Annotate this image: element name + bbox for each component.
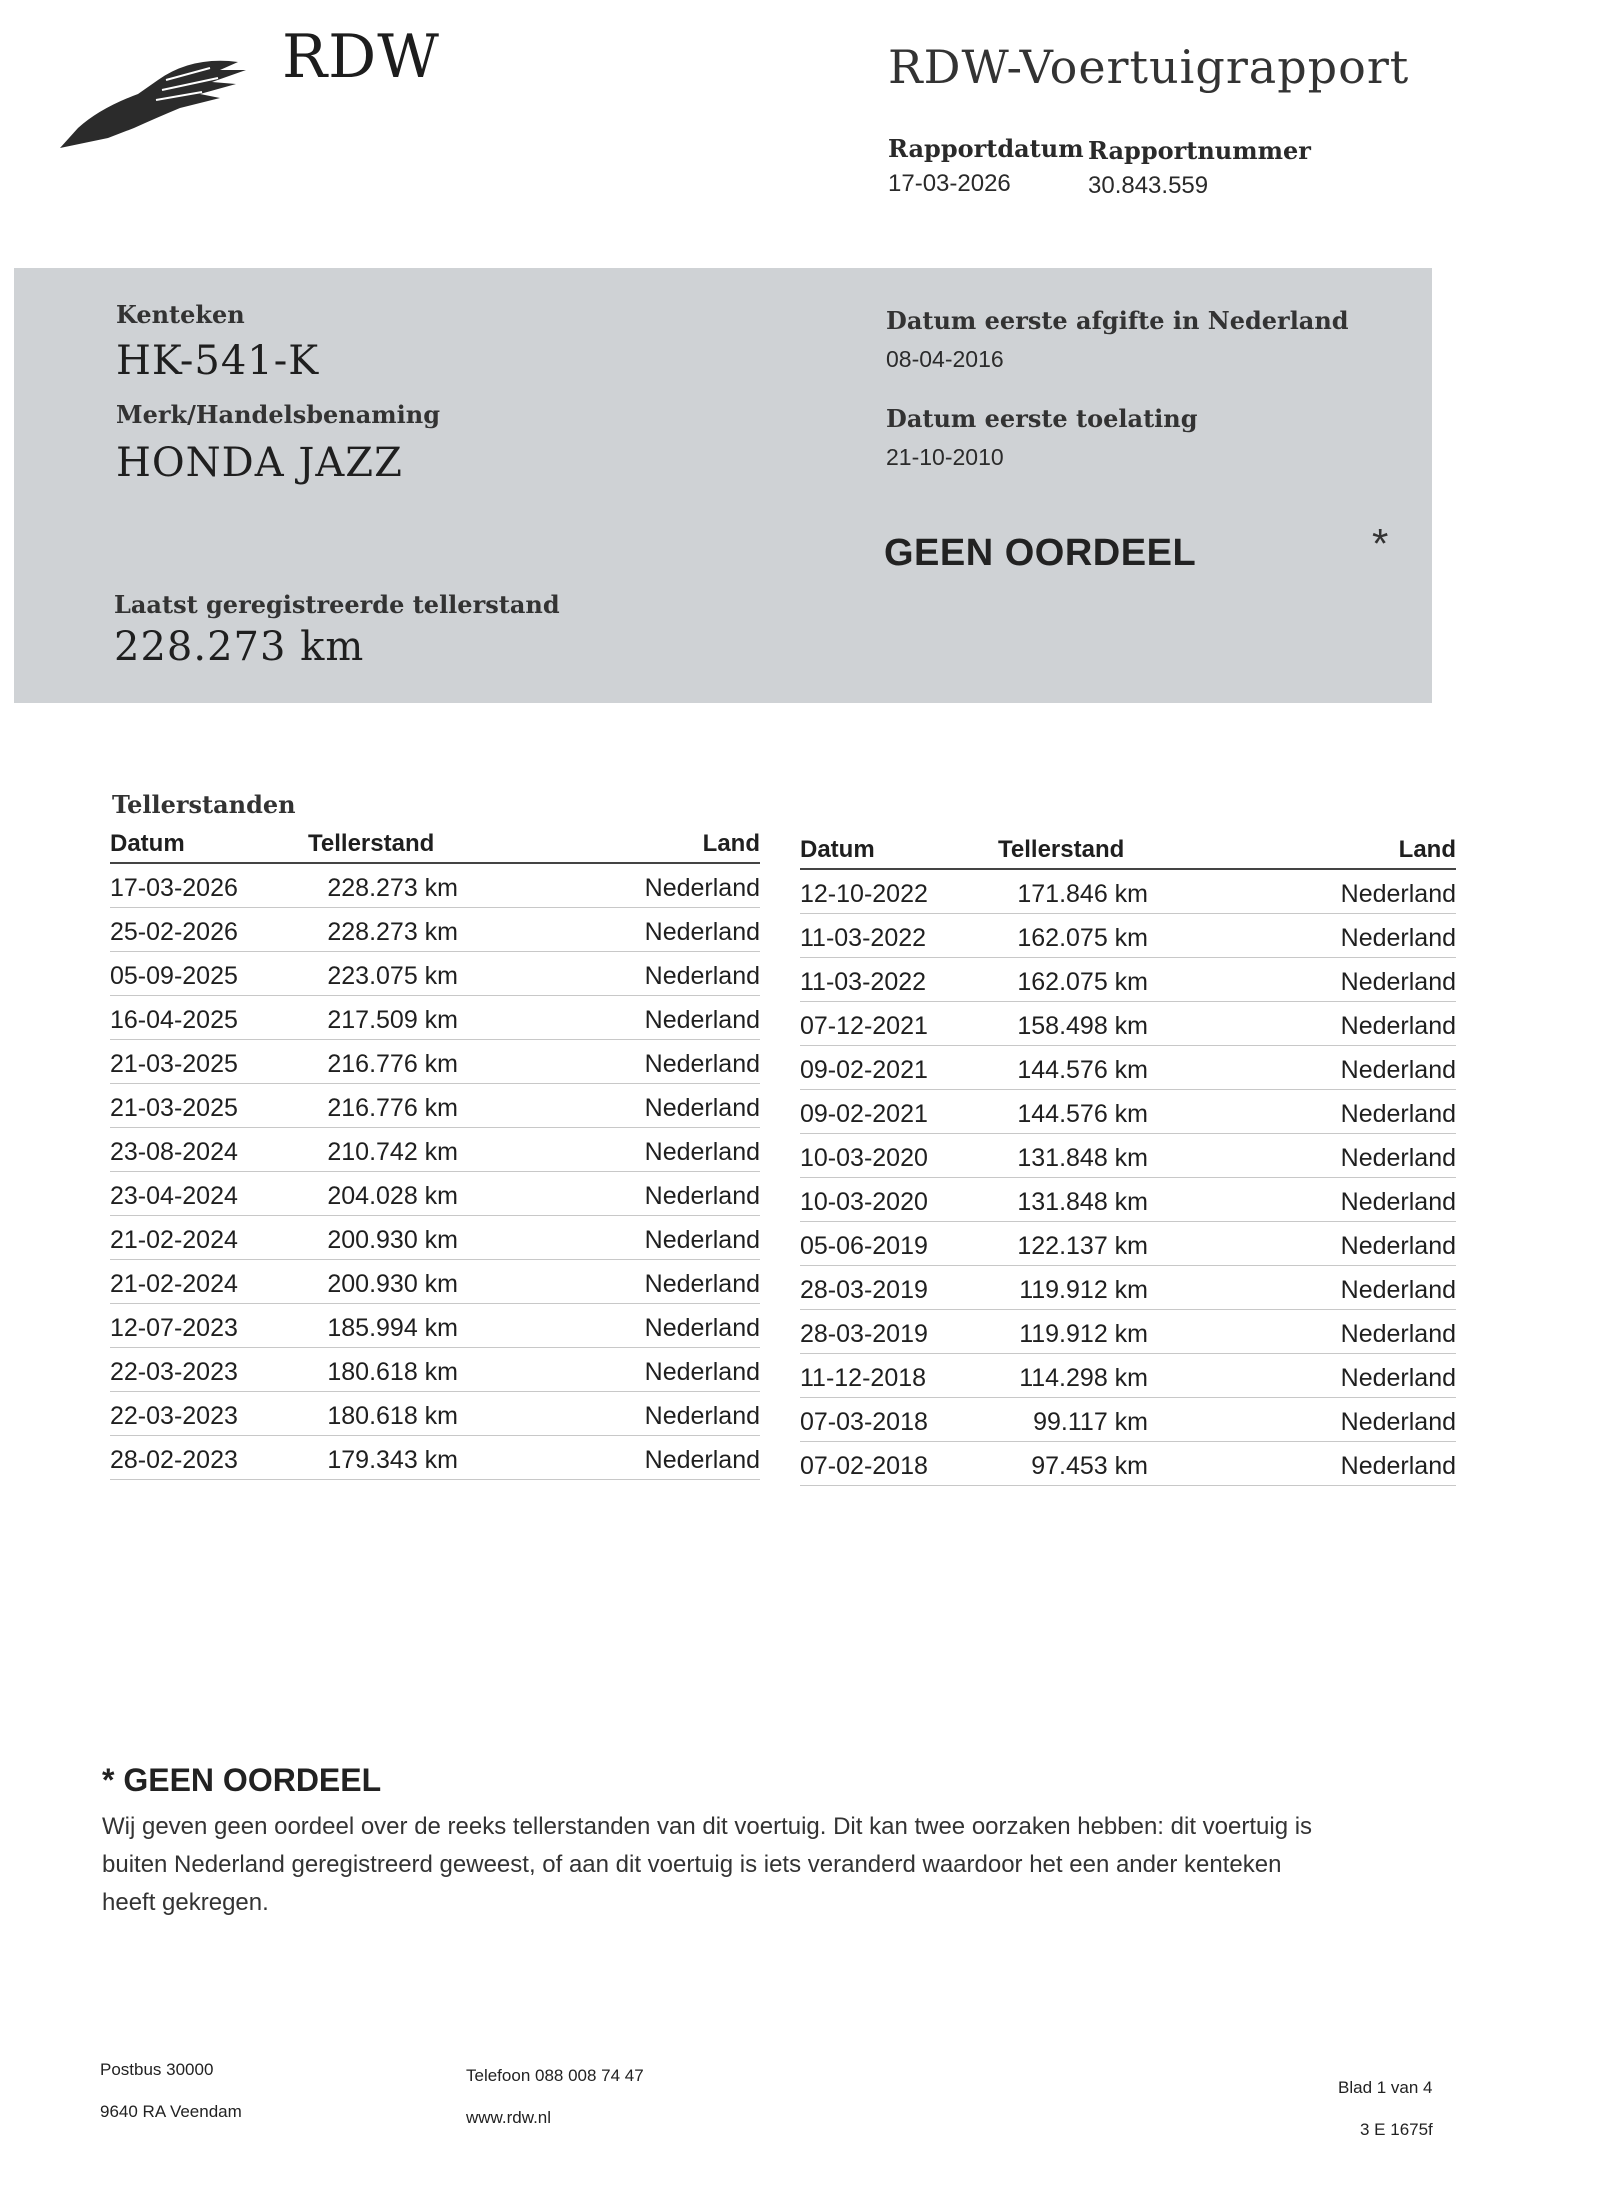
cell-reading: 180.618 km bbox=[327, 1358, 458, 1386]
cell-country: Nederland bbox=[644, 1006, 760, 1034]
cell-reading: 223.075 km bbox=[327, 962, 458, 990]
footer-postbus: Postbus 30000 bbox=[100, 2060, 214, 2079]
cell-date: 23-04-2024 bbox=[110, 1182, 238, 1210]
cell-reading: 97.453 km bbox=[1031, 1452, 1148, 1480]
cell-country: Nederland bbox=[1340, 1056, 1456, 1084]
cell-country: Nederland bbox=[1340, 968, 1456, 996]
cell-reading: 119.912 km bbox=[1019, 1276, 1148, 1304]
cell-reading: 185.994 km bbox=[327, 1314, 458, 1342]
page-title: RDW-Voertuigrapport bbox=[888, 40, 1410, 94]
note-text bbox=[102, 1808, 1402, 1922]
table-row bbox=[800, 1312, 1456, 1354]
table-row bbox=[110, 954, 760, 996]
odometer-table-left bbox=[110, 828, 760, 1480]
cell-reading: 217.509 km bbox=[327, 1006, 458, 1034]
cell-country: Nederland bbox=[1340, 1232, 1456, 1260]
table-row bbox=[110, 1306, 760, 1348]
table-row bbox=[800, 1180, 1456, 1222]
cell-country: Nederland bbox=[644, 1358, 760, 1386]
cell-reading: 131.848 km bbox=[1017, 1188, 1148, 1216]
table-row bbox=[800, 1136, 1456, 1178]
cell-reading: 144.576 km bbox=[1017, 1056, 1148, 1084]
cell-reading: 228.273 km bbox=[327, 874, 458, 902]
footer-page-number: Blad 1 van 4 bbox=[1338, 2078, 1433, 2097]
first-admission-label: Datum eerste toelating bbox=[886, 404, 1198, 433]
cell-reading: 162.075 km bbox=[1017, 968, 1148, 996]
cell-date: 07-12-2021 bbox=[800, 1012, 928, 1040]
table-row bbox=[110, 866, 760, 908]
report-date: 17-03-2026 bbox=[888, 170, 1011, 197]
cell-date: 11-03-2022 bbox=[800, 968, 927, 996]
cell-country: Nederland bbox=[1340, 880, 1456, 908]
cell-country: Nederland bbox=[1340, 924, 1456, 952]
cell-reading: 180.618 km bbox=[327, 1402, 458, 1430]
header-country: Land bbox=[702, 830, 760, 857]
table-row bbox=[110, 1042, 760, 1084]
table-row bbox=[110, 1086, 760, 1128]
table-row bbox=[800, 872, 1456, 914]
verdict-footnote-mark: * bbox=[1372, 520, 1389, 567]
cell-country: Nederland bbox=[1340, 1188, 1456, 1216]
cell-reading: 114.298 km bbox=[1019, 1364, 1148, 1392]
cell-reading: 210.742 km bbox=[327, 1138, 458, 1166]
table-header bbox=[110, 828, 760, 864]
footer-phone: Telefoon 088 008 74 47 bbox=[466, 2066, 644, 2085]
table-row bbox=[800, 1004, 1456, 1046]
cell-date: 22-03-2023 bbox=[110, 1358, 238, 1386]
cell-country: Nederland bbox=[644, 1094, 760, 1122]
table-row bbox=[110, 998, 760, 1040]
cell-country: Nederland bbox=[644, 1182, 760, 1210]
footer-document-code: 3 E 1675f bbox=[1360, 2120, 1433, 2139]
cell-country: Nederland bbox=[1340, 1452, 1456, 1480]
table-row bbox=[800, 1400, 1456, 1442]
cell-country: Nederland bbox=[644, 918, 760, 946]
cell-reading: 228.273 km bbox=[327, 918, 458, 946]
cell-country: Nederland bbox=[1340, 1100, 1456, 1128]
table-row bbox=[110, 1174, 760, 1216]
first-issue-nl-label: Datum eerste afgifte in Nederland bbox=[886, 306, 1349, 335]
cell-reading: 99.117 km bbox=[1033, 1408, 1148, 1436]
table-row bbox=[800, 1444, 1456, 1486]
cell-reading: 162.075 km bbox=[1017, 924, 1148, 952]
note-line: Wij geven geen oordeel over de reeks tellerstanden van dit voertuig. Dit kan twee oorzaken hebben: dit voertuig is bbox=[102, 1813, 1313, 1840]
verdict-status: GEEN OORDEEL bbox=[884, 532, 1197, 574]
cell-date: 22-03-2023 bbox=[110, 1402, 238, 1430]
cell-reading: 144.576 km bbox=[1017, 1100, 1148, 1128]
header-reading: Tellerstand bbox=[308, 830, 435, 857]
header-date: Datum bbox=[800, 836, 875, 863]
footer-website: www.rdw.nl bbox=[466, 2108, 552, 2127]
cell-reading: 200.930 km bbox=[327, 1226, 458, 1254]
cell-date: 21-03-2025 bbox=[110, 1050, 238, 1078]
cell-reading: 119.912 km bbox=[1019, 1320, 1148, 1348]
cell-country: Nederland bbox=[644, 874, 760, 902]
cell-country: Nederland bbox=[644, 1446, 760, 1474]
footer-postcode: 9640 RA Veendam bbox=[100, 2102, 242, 2121]
cell-reading: 204.028 km bbox=[327, 1182, 458, 1210]
table-row bbox=[800, 1224, 1456, 1266]
cell-date: 09-02-2021 bbox=[800, 1056, 928, 1084]
cell-date: 28-03-2019 bbox=[800, 1276, 928, 1304]
cell-reading: 131.848 km bbox=[1017, 1144, 1148, 1172]
cell-country: Nederland bbox=[644, 1226, 760, 1254]
note-line: buiten Nederland geregistreerd geweest, of aan dit voertuig is iets veranderd waardoor het een ander kenteken bbox=[102, 1851, 1282, 1878]
table-header bbox=[800, 834, 1456, 870]
make-label: Merk/Handelsbenaming bbox=[116, 400, 441, 429]
cell-date: 21-02-2024 bbox=[110, 1270, 238, 1298]
cell-date: 17-03-2026 bbox=[110, 874, 238, 902]
cell-date: 07-03-2018 bbox=[800, 1408, 928, 1436]
table-row bbox=[110, 1130, 760, 1172]
cell-country: Nederland bbox=[644, 962, 760, 990]
report-number-label: Rapportnummer bbox=[1088, 136, 1311, 165]
cell-country: Nederland bbox=[644, 1138, 760, 1166]
cell-date: 11-12-2018 bbox=[800, 1364, 927, 1392]
cell-date: 28-02-2023 bbox=[110, 1446, 238, 1474]
cell-date: 28-03-2019 bbox=[800, 1320, 928, 1348]
note-title: * GEEN OORDEEL bbox=[102, 1762, 382, 1798]
cell-date: 07-02-2018 bbox=[800, 1452, 928, 1480]
cell-country: Nederland bbox=[644, 1402, 760, 1430]
license-plate: HK-541-K bbox=[116, 338, 320, 384]
table-row bbox=[110, 1438, 760, 1480]
cell-date: 10-03-2020 bbox=[800, 1144, 928, 1172]
cell-date: 12-07-2023 bbox=[110, 1314, 238, 1342]
cell-reading: 216.776 km bbox=[327, 1094, 458, 1122]
cell-country: Nederland bbox=[1340, 1364, 1456, 1392]
cell-country: Nederland bbox=[644, 1050, 760, 1078]
table-row bbox=[800, 1048, 1456, 1090]
cell-date: 16-04-2025 bbox=[110, 1006, 238, 1034]
cell-date: 21-02-2024 bbox=[110, 1226, 238, 1254]
cell-date: 25-02-2026 bbox=[110, 918, 238, 946]
cell-country: Nederland bbox=[1340, 1276, 1456, 1304]
table-row bbox=[110, 1218, 760, 1260]
cell-reading: 122.137 km bbox=[1017, 1232, 1148, 1260]
cell-reading: 216.776 km bbox=[327, 1050, 458, 1078]
rdw-wing-logo bbox=[60, 50, 260, 160]
table-row bbox=[110, 910, 760, 952]
cell-country: Nederland bbox=[644, 1314, 760, 1342]
cell-country: Nederland bbox=[1340, 1408, 1456, 1436]
cell-date: 23-08-2024 bbox=[110, 1138, 238, 1166]
header-reading: Tellerstand bbox=[998, 836, 1125, 863]
cell-date: 12-10-2022 bbox=[800, 880, 928, 908]
header-date: Datum bbox=[110, 830, 185, 857]
table-row bbox=[110, 1350, 760, 1392]
note-line: heeft gekregen. bbox=[102, 1889, 269, 1916]
cell-country: Nederland bbox=[644, 1270, 760, 1298]
report-date-label: Rapportdatum bbox=[888, 134, 1084, 163]
first-issue-nl-date: 08-04-2016 bbox=[886, 346, 1004, 372]
cell-country: Nederland bbox=[1340, 1320, 1456, 1348]
plate-label: Kenteken bbox=[116, 300, 245, 329]
cell-reading: 200.930 km bbox=[327, 1270, 458, 1298]
last-odometer-label: Laatst geregistreerde tellerstand bbox=[114, 590, 560, 619]
cell-date: 09-02-2021 bbox=[800, 1100, 928, 1128]
cell-reading: 179.343 km bbox=[327, 1446, 458, 1474]
last-odometer-value: 228.273 km bbox=[114, 624, 365, 670]
table-row bbox=[110, 1394, 760, 1436]
table-row bbox=[800, 916, 1456, 958]
table-row bbox=[800, 1356, 1456, 1398]
header-country: Land bbox=[1398, 836, 1456, 863]
odometer-section-title: Tellerstanden bbox=[112, 790, 296, 819]
cell-date: 11-03-2022 bbox=[800, 924, 927, 952]
vehicle-make: HONDA JAZZ bbox=[116, 440, 403, 486]
cell-reading: 158.498 km bbox=[1017, 1012, 1148, 1040]
cell-date: 05-09-2025 bbox=[110, 962, 238, 990]
brand-name: RDW bbox=[282, 22, 440, 92]
odometer-table-right bbox=[800, 834, 1456, 1486]
table-row bbox=[800, 960, 1456, 1002]
cell-country: Nederland bbox=[1340, 1012, 1456, 1040]
cell-date: 10-03-2020 bbox=[800, 1188, 928, 1216]
cell-date: 21-03-2025 bbox=[110, 1094, 238, 1122]
table-row bbox=[800, 1092, 1456, 1134]
cell-country: Nederland bbox=[1340, 1144, 1456, 1172]
table-row bbox=[800, 1268, 1456, 1310]
cell-date: 05-06-2019 bbox=[800, 1232, 928, 1260]
cell-reading: 171.846 km bbox=[1017, 880, 1148, 908]
table-row bbox=[110, 1262, 760, 1304]
report-number: 30.843.559 bbox=[1088, 172, 1209, 199]
first-admission-date: 21-10-2010 bbox=[886, 444, 1004, 470]
